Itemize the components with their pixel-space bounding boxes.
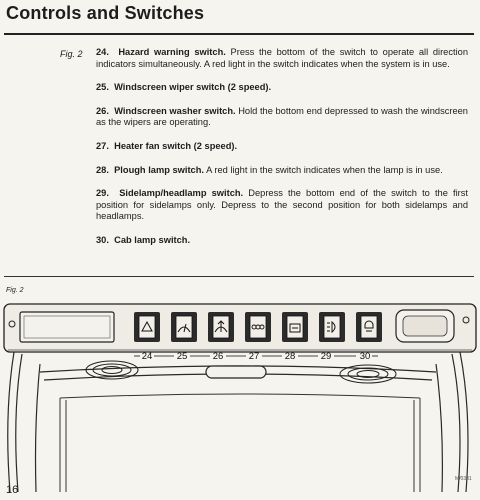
page-number: 16	[6, 484, 19, 496]
figure-reference: Fig. 2	[60, 49, 83, 59]
speaker-grille-right	[340, 365, 396, 383]
item-name: Plough lamp switch.	[114, 164, 204, 175]
callout-24: 24	[141, 351, 153, 362]
switch-heater-fan[interactable]	[245, 312, 271, 342]
switch-windscreen-wiper[interactable]	[171, 312, 197, 342]
switch-plough-lamp[interactable]	[282, 312, 308, 342]
item-description: A red light in the switch indicates when the lamp is in use.	[206, 164, 443, 175]
item-name: Windscreen washer switch.	[114, 105, 236, 116]
figure-code: M/0331	[455, 476, 472, 482]
callout-29: 29	[320, 351, 332, 362]
door-frames	[60, 394, 420, 492]
item-description: Hold the bottom end depressed to wash the windscreen as the wipers are operating.	[96, 105, 468, 128]
left-blank-panel	[20, 312, 114, 342]
switch-windscreen-washer[interactable]	[208, 312, 234, 342]
item-number: 27.	[96, 140, 109, 151]
callout-27: 27	[248, 351, 260, 362]
page-title: Controls and Switches	[6, 3, 205, 23]
item-windscreen-washer-switch	[96, 106, 468, 129]
callout-25: 25	[176, 351, 188, 362]
switch-panel-illustration	[0, 294, 480, 494]
section-rule	[4, 276, 474, 277]
switch-hazard-warning[interactable]	[134, 312, 160, 342]
item-number: 25.	[96, 82, 109, 93]
callout-26: 26	[212, 351, 224, 362]
item-cab-lamp-switch	[96, 235, 468, 247]
callout-30: 30	[359, 351, 371, 362]
item-sidelamp-headlamp-switch	[96, 188, 468, 223]
title-rule	[4, 33, 474, 35]
item-name: Cab lamp switch.	[114, 234, 191, 245]
item-name: Sidelamp/headlamp switch.	[119, 188, 244, 199]
item-number: 29.	[96, 188, 109, 199]
item-number: 30.	[96, 234, 109, 245]
item-plough-lamp-switch	[96, 165, 468, 177]
item-name: Windscreen wiper switch (2 speed).	[114, 82, 272, 93]
item-description: Depress the bottom end of the switch to the first position for sidelamps only. Depress to the second position for both sidelamps and headlamps.	[96, 188, 468, 222]
switch-description-list	[96, 47, 468, 259]
item-hazard-warning-switch	[96, 47, 468, 70]
switch-cab-lamp[interactable]	[356, 312, 382, 342]
speaker-grille-left	[86, 361, 138, 379]
center-grab-handle	[206, 366, 266, 378]
item-heater-fan-switch	[96, 141, 468, 153]
item-name: Heater fan switch (2 speed).	[114, 140, 238, 151]
figure-label: Fig. 2	[6, 287, 24, 294]
item-number: 28.	[96, 164, 109, 175]
item-description: Press the bottom of the switch to operate all direction indicators simultaneously. A red light in the switch indicates when the system is in use.	[96, 47, 468, 69]
item-number: 26.	[96, 105, 109, 116]
item-number: 24.	[96, 47, 109, 57]
switch-sidelamp-headlamp[interactable]	[319, 312, 345, 342]
item-windscreen-wiper-switch	[96, 82, 468, 94]
item-name: Hazard warning switch.	[118, 47, 226, 57]
callout-28: 28	[284, 351, 296, 362]
